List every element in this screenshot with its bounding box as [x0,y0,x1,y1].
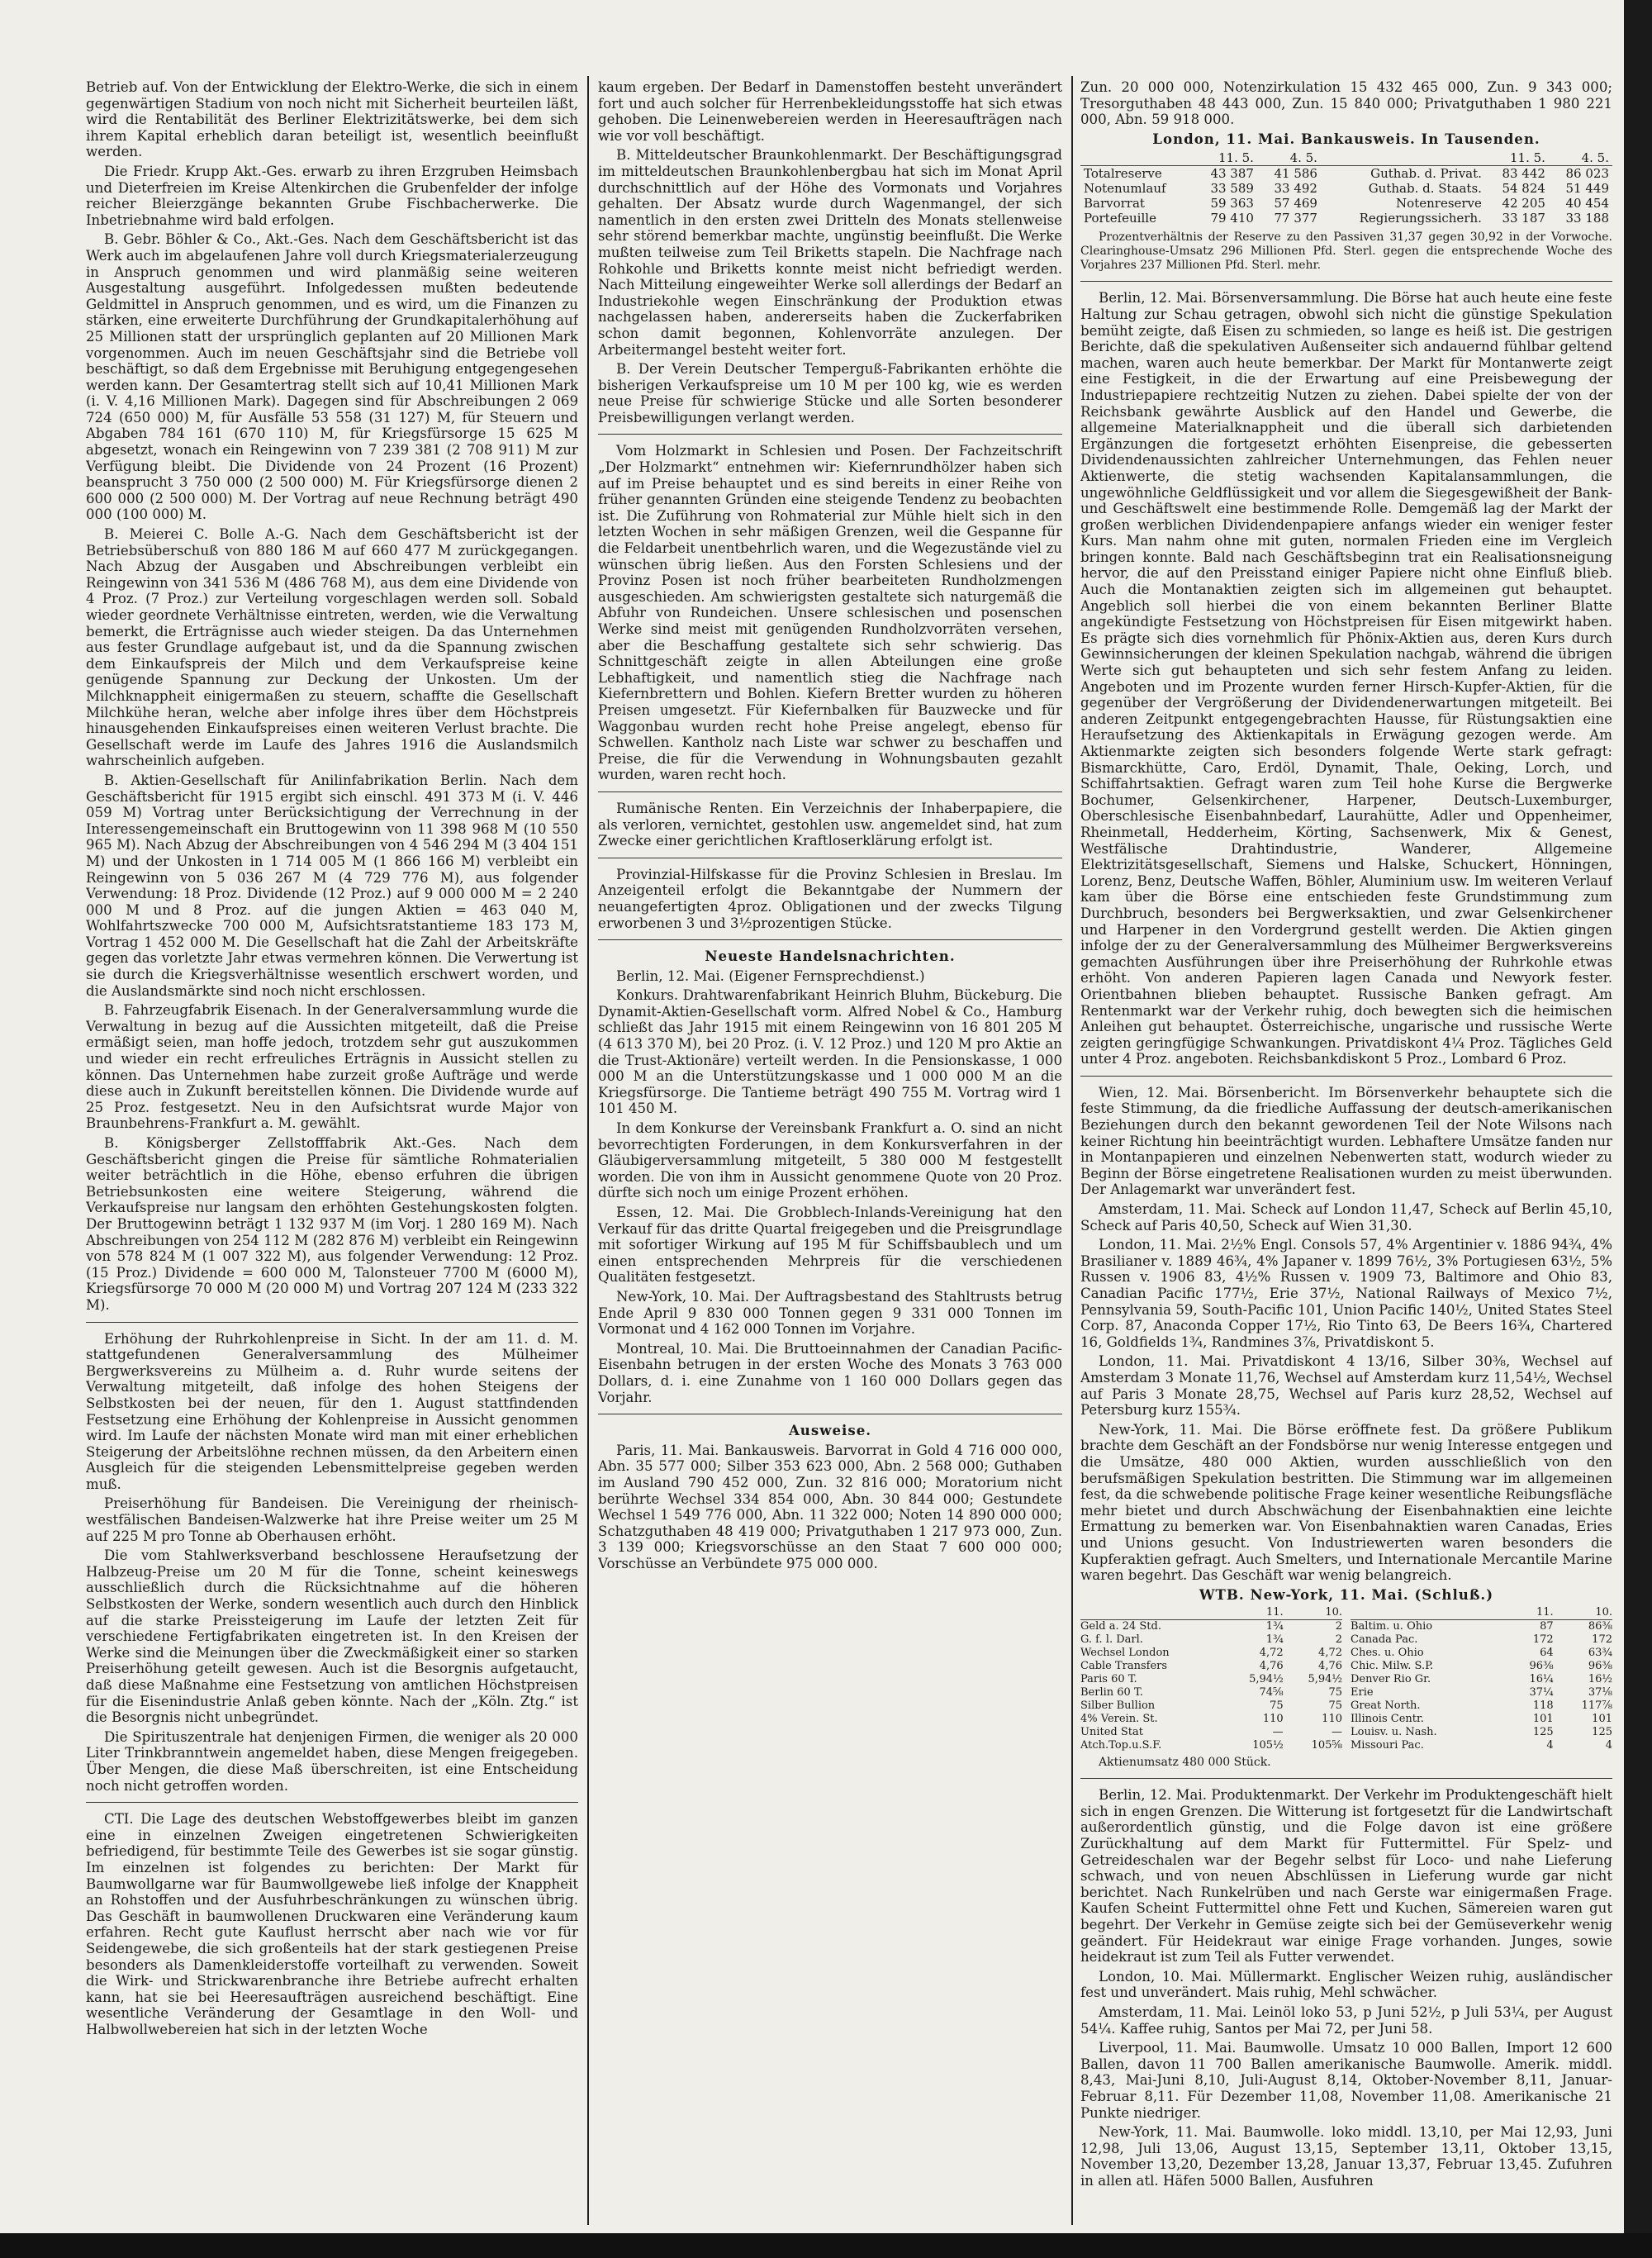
article-webstoffgewerbe: CTI. Die Lage des deutschen Webstoffgewerbes bleibt im ganzen eine in einzelnen Zweigen eingetretenen Schwierigkeiten befriedigend, für bestimmte Teile des Gewerbes ist sie sogar günstig. Im einzelnen ist folgendes zu berichten: Der Markt für Baumwollgarne war für Baumwollgewebe ließ infolge der Knappheit an Rohstoffen und der Ausfuhrbeschränkungen zu wünschen übrig. Das Geschäft in baumwollenen Druckwaren eine Veränderung kaum erfahren. Recht gute Kauflust herrscht aber nach wie vor für Seidengewebe, die sich großenteils hat der stark gestiegenen Preise besonders als Damenkleiderstoffe vorteilhaft zu verwenden. Soweit die Wirk- und Strickwarenbranche ihre Betriebe aufrecht erhalten kann, hat sie bei Heeresaufträgen ausreichend beschäftigt. Eine wesentliche Veränderung der Gesamtlage in den Woll- und Halbwollwebereien hat sich in der letzten Woche [86,1811,578,2037]
nyse-cell: 4% Verein. St. [1080,1713,1158,1726]
table-cell: 57 469 [1274,196,1317,212]
nyse-row [1351,1673,1612,1686]
nyse-row [1351,1633,1612,1647]
table-cell: Guthab. d. Staats. [1368,181,1482,197]
table-cell: 43 387 [1210,166,1254,182]
nyse-cell: 101 [1532,1713,1554,1726]
nyse-cell: Berlin 60 T. [1080,1686,1143,1699]
nyse-row [1351,1620,1612,1633]
table-cell: Regierungssicherh. [1359,211,1482,226]
nyse-cell: Silber Bullion [1080,1699,1156,1713]
table-header-cell: 4. 5. [1549,150,1612,166]
nyse-cell: 1¾ [1265,1620,1284,1633]
nyse-cell: 86⅜ [1588,1620,1612,1633]
nyse-header-cell: 11. [1265,1606,1284,1619]
nyse-row [1351,1647,1612,1660]
article-damenstoffe: kaum ergeben. Der Bedarf in Damenstoffen besteht unverändert fort und auch solcher für Herrenbekleidungsstoffe hat sich etwas gehoben. Die Leinenwebereien werden in Heeresaufträgen nach wie vor voll beschäftigt. [598,79,1062,144]
nyse-row [1080,1739,1342,1752]
nyse-cell: Geld a. 24 Std. [1080,1620,1161,1633]
nyse-cell: Ches. u. Ohio [1351,1647,1424,1660]
article-stahlwerksverband: Die vom Stahlwerksverband beschlossene Heraufsetzung der Halbzeug-Preise um 20 M für die Tonne, scheint keineswegs ausschließlich durch die Rücksichtnahme auf die höheren Selbstkosten der Werke, sondern wesentlich auch durch den Hinblick auf die starke Preissteigerung im Laufe der letzten Zeit für verschiedene Fertigfabrikaten eingetreten ist. In den Kreisen der Werke sind die Meinungen über die Zweckmäßigkeit einer so starken Preiserhöhung geteilt gewesen. Auch ist die Besorgnis aufgetaucht, daß diese Maßnahme eine Festsetzung von amtlichen Höchstpreisen für die Eisenindustrie Anlaß geben könnte. Nach der „Köln. Ztg.“ ist die Besorgnis nicht unbegründet. [86,1547,578,1726]
nyse-cell: 5,94½ [1308,1673,1342,1686]
nyse-row [1080,1633,1342,1647]
table-cell: 51 449 [1565,181,1609,197]
nyse-table-left [1080,1606,1342,1752]
table-cell: 33 187 [1502,211,1545,226]
table-cell: 54 824 [1502,181,1545,197]
article-holzmarkt: Vom Holzmarkt in Schlesien und Posen. Der Fachzeitschrift „Der Holzmarkt“ entnehmen wir: Kiefernrundhölzer haben sich auf im Preise behauptet und es sind bereits in einer Reihe von früher genannten Gründen eine steigende Tendenz zu beobachten ist. Die Zuführung von Rohmaterial zur Mühle hielt sich in den letzten Wochen in sehr mäßigen Grenzen, weil die Gespanne für die Feldarbeit unentbehrlich waren, und die Wegezustände viel zu wünschen übrig ließen. Aus den Forsten Schlesiens und der Provinz Posen ist noch früher bearbeiteten Rundholzmengen ausgeschieden. Am schwierigsten gestaltete sich naturgemäß die Abfuhr von Rundeichen. Unsere schlesischen und posenschen Werke sind meist mit genügenden Rundholzvorräten versehen, aber die Beschaffung gestaltete sich sehr schwierig. Das Schnittgeschäft zeigte in allen Abteilungen eine große Lebhaftigkeit, und namentlich stieg die Nachfrage nach Kiefernbrettern und Bohlen. Kiefern Bretter wurden zu höheren Preisen umgesetzt. Für Kiefernbalken für Bauzwecke und für Waggonbau wurden recht hohe Preise angelegt, ebenso für Schwellen. Kantholz nach Liste war schwer zu beschaffen und Preise, die für die Verwendung in Wohnungsbauten gezahlt wurden, waren recht hoch. [598,443,1062,783]
article-grobblech: Essen, 12. Mai. Die Grobblech-Inlands-Vereinigung hat den Verkauf für das dritte Quartal freigegeben und die Preisgrundlage mit sofortiger Wirkung auf 195 M für Schiffsbaublech und um einen entsprechenden Mehrpreis für die verschiedenen Qualitäten festgesetzt. [598,1205,1062,1286]
separator [1080,281,1612,282]
nyse-row [1080,1620,1342,1633]
nyse-cell: 16¼ [1529,1673,1554,1686]
article-wien-boersenbericht: Wien, 12. Mai. Börsenbericht. Im Börsenverkehr behauptete sich die feste Stimmung, da die friedliche Auffassung der deutsch-amerikanischen Beziehungen durch den bekannt gewordenen Teil der Note Wilsons nach keiner Richtung hin beeinträchtigt wurden. Lebhaftere Umsätze fanden nur in Montanpapieren und einzelnen Nebenwerten statt, wodurch wieder zu Beginn der Börse eingetretene Realisationen wurden zu meist überwunden. Der Anlagemarkt war unverändert fest. [1080,1084,1612,1198]
article-notenzirkulation: Zun. 20 000 000, Notenzirkulation 15 432 465 000, Zun. 9 343 000; Tresorguthaben 48 443 000, Zun. 15 840 000; Privatguthaben 1 980 221 000, Abn. 59 918 000. [1080,79,1612,128]
nyse-cell: 4,72 [1318,1647,1342,1660]
nyse-cell: 4 [1605,1739,1612,1752]
nyse-row [1351,1713,1612,1726]
nyse-header-row [1080,1606,1342,1620]
column-rule-1 [587,76,589,2225]
nyse-cell: 117⅞ [1581,1699,1612,1713]
article-london-kurse: London, 11. Mai. 2½% Engl. Consols 57, 4% Argentinier v. 1886 94¾, 4% Brasilianer v. 1889 46¾, 4% Japaner v. 1899 76½, 3% Portugiesen 63½, 5% Russen v. 1906 83, 4½% Russen v. 1909 73, Baltimore and Ohio 83, Canadian Pacific 177½, Erie 37½, National Railways of Mexico 7½, Pennsylvania 59, South-Pacific 101, Union Pacific 140½, United States Steel Corp. 87, Anaconda Copper 17½, Rio Tinto 63, De Beers 16¾, Chartered 16, Goldfields 1¾, Randmines 3⅞, Privatdiskont 5. [1080,1237,1612,1350]
article-stahltrust: New-York, 10. Mai. Der Auftragsbestand des Stahltrusts betrug Ende April 9 830 000 Tonnen gegen 9 331 000 Tonnen im Vormonat und 4 162 000 Tonnen im Vorjahre. [598,1288,1062,1338]
nyse-table [1080,1606,1612,1752]
separator [1080,1778,1612,1779]
table-cell: 77 377 [1274,211,1317,226]
dateline-berlin: Berlin, 12. Mai. (Eigener Fernsprechdienst.) [616,967,925,984]
nyse-cell: 4,72 [1259,1647,1284,1660]
table-cell: 79 410 [1210,211,1254,226]
nyse-row [1080,1673,1342,1686]
nyse-cell: 75 [1270,1699,1284,1713]
table-cell: Notenumlauf [1084,181,1166,197]
nyse-cell: G. f. l. Darl. [1080,1633,1143,1647]
nyse-cell: Baltim. u. Ohio [1351,1620,1433,1633]
nyse-header-cell [1351,1606,1494,1619]
article-krupp: Die Friedr. Krupp Akt.-Ges. erwarb zu ihren Erzgruben Heimsbach und Dieterfreien im Kreise Altenkirchen die Grubenfelder der infolge reicher Bleierzgänge bekannten Grube Fischbacherwerke. Die Inbetriebnahme wird bald erfolgen. [86,163,578,228]
nyse-cell: 37⅛ [1588,1686,1612,1699]
separator [1080,1076,1612,1077]
nyse-cell: 172 [1532,1633,1554,1647]
nyse-cell: 2 [1335,1633,1342,1647]
nyse-cell: Wechsel London [1080,1647,1170,1660]
article-anilinfabrikation: B. Aktien-Gesellschaft für Anilinfabrikation Berlin. Nach dem Geschäftsbericht für 1915 ergibt sich einschl. 491 373 M (i. V. 446 059 M) Vortrag unter Berücksichtigung der Verrechnung in der Interessengemeinschaft ein Bruttogewinn von 11 398 968 M (10 550 965 M). Nach Abzug der Abschreibungen von 4 546 294 M (3 404 151 M) und der Unkosten in 1 714 005 M (1 866 166 M) verbleibt ein Reingewinn von 5 036 267 M (4 729 776 M), aus folgender Verwendung: 18 Proz. Dividende (12 Proz.) auf 9 000 000 M = 2 240 000 M und 8 Proz. auf die jungen Aktien = 463 040 M, Wohlfahrtszwecke 700 000 M, Aufsichtsratstantieme 183 173 M, Vortrag 1 452 000 M. Die Gesellschaft hat die Zahl der Arbeitskräfte gegen das vorletzte Jahr etwas vermehren können. Die Verwertung ist sie durch die Kriegsverhältnisse wesentlich erschwert worden, und die Auslandsmärkte sind noch nicht erschlossen. [86,772,578,999]
table-row [1080,211,1612,226]
nyse-cell: Denver Rio Gr. [1351,1673,1431,1686]
article-new-york-baumwolle: New-York, 11. Mai. Baumwolle. loko middl. 13,10, per Mai 12,93, Juni 12,98, Juli 13,06, August 13,15, September 13,11, Oktober 13,15, November 13,20, Dezember 13,28, Januar 13,37, Februar 13,45. Zufuhren in allen atl. Häfen 5000 Ballen, Ausfuhren [1080,2124,1612,2189]
nyse-table-right [1351,1606,1612,1752]
table-header-cell: 11. 5. [1194,150,1257,166]
nyse-cell: 110 [1322,1713,1342,1726]
nyse-cell: Illinois Centr. [1351,1713,1424,1726]
table-cell: Totalreserve [1084,166,1162,182]
nyse-header-row [1351,1606,1612,1620]
nyse-cell: Chic. Milw. S.P. [1351,1660,1434,1673]
article-konkurs-dynamit: Konkurs. Drahtwarenfabrikant Heinrich Bluhm, Bückeburg. Die Dynamit-Aktien-Gesellschaft vorm. Alfred Nobel & Co., Hamburg schließt das Jahr 1915 mit einem Reingewinn von 16 801 205 M (4 613 370 M), bei 20 Proz. (i. V. 12 Proz.) und 120 M pro Aktie an die Trust-Aktionäre) verteilt werden. In die Pensionskasse, 1 000 000 M an die Unterstützungskasse und 1 000 000 M an die Kriegsfürsorge. Die Tantieme beträgt 490 755 M. Vortrag wird 1 101 450 M. [598,987,1062,1117]
table-cell: 59 363 [1210,196,1254,212]
nyse-row [1080,1647,1342,1660]
nyse-cell: 118 [1532,1699,1554,1713]
nyse-cell: 16½ [1588,1673,1612,1686]
nyse-row [1080,1713,1342,1726]
separator [598,939,1062,940]
nyse-cell: 87 [1540,1620,1554,1633]
nyse-cell: 5,94½ [1249,1673,1284,1686]
table-header-cell [1080,150,1194,166]
nyse-cell: 125 [1592,1726,1612,1739]
article-braunkohlenmarkt: B. Mitteldeutscher Braunkohlenmarkt. Der Beschäftigungsgrad im mitteldeutschen Braunkohlenbergbau hat sich im Monat April durchschnittlich auf der Höhe des Vormonats und Vorjahres gehalten. Der Absatz wurde durch Wagenmangel, der sich namentlich in den ersten zwei Dritteln des Monats stellenweise sehr störend bemerkbar machte, ungünstig beeinflußt. Die Werke mußten teilweise zum Teil Briketts stapeln. Die Nachfrage nach Rohkohle und Briketts konnte meist nicht befriedigt werden. Nach Mitteilung eingeweihter Werke soll allerdings der Bedarf an Industriekohle wegen Einschränkung der Produktion etwas nachgelassen haben, andererseits haben die Zuckerfabriken schon damit begonnen, Kohlenvorräte anzulegen. Der Arbeitermangel besteht weiter fort. [598,147,1062,358]
article-spirituszentrale: Die Spirituszentrale hat denjenigen Firmen, die weniger als 20 000 Liter Trinkbranntwein angemeldet haben, diese Mengen freigegeben. Über Mengen, die diese Maß überschreiten, ist eine Entscheidung noch nicht getroffen worden. [86,1728,578,1794]
nyse-cell: Canada Pac. [1351,1633,1418,1647]
nyse-cell: United Stat [1080,1726,1143,1739]
article-bandeisen: Preiserhöhung für Bandeisen. Die Vereinigung der rheinisch-westfälischen Bandeisen-Walzwerke hat ihre Preise weiter um 25 M auf 225 M pro Tonne ab Oberhausen erhöht. [86,1495,578,1544]
nyse-cell: 110 [1262,1713,1284,1726]
london-bank-table [1080,150,1612,226]
nyse-cell: 125 [1532,1726,1554,1739]
nyse-cell: 75 [1328,1686,1342,1699]
scan-edge-bottom [0,2233,1652,2258]
table-cell: 33 589 [1210,181,1254,197]
table-row [1080,196,1612,211]
nyse-cell: Louisv. u. Nash. [1351,1726,1437,1739]
separator [598,791,1062,792]
table-cell: Barvorrat [1084,196,1145,212]
separator [598,434,1062,435]
nyse-row [1351,1699,1612,1713]
table-row [1080,181,1612,196]
table-cell: Portefeuille [1084,211,1156,226]
column-rule-2 [1071,76,1073,2225]
nyse-cell: 4 [1546,1739,1554,1752]
nyse-row [1351,1726,1612,1739]
article-boersenversammlung: Berlin, 12. Mai. Börsenversammlung. Die Börse hat auch heute eine feste Haltung zur Schau getragen, obwohl sich nicht die günstige Spekulation bemüht zeigte, daß Eisen zu schmieden, so lange es heiß ist. Die gestrigen Berichte, daß die spekulativen Außenseiter sich andauernd fühlbar geltend machen, waren auch heute bemerkbar. Der Markt für Montanwerte zeigt eine Festigkeit, in die der Erwartung auf eine Preisbewegung der Industriepapiere rechtzeitig Nutzen zu ziehen. Dabei spielte der von der Reichsbank gewährte Ausblick auf den Handel und Gewerbe, die allgemeine Materialknappheit und die überall sich darbietenden Ergänzungen die fortgesetzt erhöhten Eisenpreise, die gebesserten Dividendenaussichten zahlreicher Unternehmungen, das Fehlen neuer Aktienwerte, die stetig wachsenden Kapitalansammlungen, die ungewöhnliche Geldflüssigkeit und vor allem die Siegesgewißheit der Bank- und Geschäftswelt eine bestimmende Rolle. Demgemäß lag der Markt der großen werblichen Dividendenpapiere anfangs wieder ein weniger fester Kurs. Man nahm ohne mit guten, normalen Frieden eine im Vergleich bringen konnte. Bald nach Geschäftsbeginn trat ein Realisationsneigung hervor, die auf den Preisstand einiger Papiere nicht ohne Einfluß blieb. Auch die Montanaktien zeigten sich im allgemeinen gut behauptet. Angeblich soll hierbei die von einem bekannten Berliner Blatte angekündigte Festsetzung von Höchstpreisen für Eisen mitgewirkt haben. Es prägte sich dies vornehmlich für Phönix-Aktien aus, deren Kurs durch Gewinnsicherungen der kleinen Spekulation nachgab, während die übrigen Werte sich gut behaupteten und sich sehr festem Anfang zu leiden. Angeboten und im Prozente wurden ferner Hirsch-Kupfer-Aktien, für die gegenüber der Vergrößerung der Dividendenerwartungen mitgeteilt. Bei anderen Zeitpunkt entgegengebrachten Hausse, für Rüstungsaktien eine Heraufsetzung des Aktienkapitals in Erwägung gezogen werde. Am Aktienmarkte zeigten sich besonders folgende Werte stark gefragt: Bismarckhütte, Caro, Erdöl, Dynamit, Thale, Oeking, Lorch, und Schiffahrtsaktien. Gefragt waren zum Teil hohe Kurse die Bergwerke Bochumer, Gelsenkirchener, Harpener, Deutsch-Luxemburger, Oberschlesische Eisenbahnbedarf, Laurahütte, Adler und Oppenheimer, Rheinmetall, Hedderheim, Körting, Sachsenwerk, Mix & Genest, Westfälische Drahtindustrie, Wanderer, Allgemeine Elektrizitätsgesellschaft, Siemens und Halske, Schuckert, Hönningen, Lorenz, Benz, Deutsche Waffen, Böhler, Aluminium usw. Im weiteren Verlauf kam über die Börse eine entschieden feste Grundstimmung zum Durchbruch, besonders bei Bergwerksaktien, und zwar Gelsenkirchener und Harpener in den Vordergrund gestellt werden. Die Aktien gingen infolge der zu der Generalversammlung des Mülheimer Bergwerksvereins gemachten Ausführungen über ihre Preiserhöhung der Ruhrkohle etwas erhöht. Von anderen Papieren lagen Canada und Newyork fester. Orientbahnen blieben behauptet. Russische Banken gefragt. Am Rentenmarkt war der Verkehr ruhig, doch bewegten sich die heimischen Anleihen gut behauptet. Österreichische, ungarische und russische Werte zeigten geringfügige Schwankungen. Privatdiskont 4¼ Proz. Tägliches Geld unter 4 Proz. angeboten. Reichsbankdiskont 5 Proz., Lombard 6 Proz. [1080,290,1612,1067]
nyse-cell: 2 [1335,1620,1342,1633]
nyse-row [1080,1686,1342,1699]
article-elektro-werke: Betrieb auf. Von der Entwicklung der Elektro-Werke, die sich in einem gegenwärtigen Stadium von noch nicht mit Sicherheit beurteilen läßt, wird die Rentabilität des Berliner Elektrizitätswerke, bei dem sich ihrem Kapital erheblich daran beteiligt ist, wesentlich beeinflußt werden. [86,79,578,160]
nyse-row [1351,1660,1612,1673]
table-row [1080,166,1612,182]
table-cell: 42 205 [1502,196,1545,212]
nyse-cell: 63¾ [1588,1647,1612,1660]
table-cell: Guthab. d. Privat. [1370,166,1482,182]
article-paris-bankausweis: Paris, 11. Mai. Bankausweis. Barvorrat in Gold 4 716 000 000, Abn. 35 577 000; Silber 353 623 000, Abn. 2 568 000; Guthaben im Ausland 790 452 000, Zun. 32 816 000; Moratorium nicht berührte Wechsel 334 854 000, Abn. 30 844 000; Gestundete Wechsel 1 549 776 000, Abn. 11 322 000; Noten 14 890 000 000; Schatzguthaben 48 419 000; Privatguthaben 1 217 973 000, Zun. 3 139 000; Kriegsvorschüsse an den Staat 7 600 000 000; Vorschüsse an Verbündete 975 000 000. [598,1442,1062,1571]
nyse-row [1080,1660,1342,1673]
nyse-cell: 96⅜ [1588,1660,1612,1673]
article-ruhrkohlenpreise: Erhöhung der Ruhrkohlenpreise in Sicht. In der am 11. d. M. stattgefundenen Generalversammlung des Mülheimer Bergwerksvereins zu Mülheim a. d. Ruhr wurde seitens der Verwaltung mitgeteilt, daß infolge des hohen Steigens der Selbstkosten bei der neuen, für den 1. August stattfindenden Festsetzung eine Erhöhung der Kohlenpreise in Aussicht genommen wird. Im Laufe der nächsten Monate wird man mit einer erheblichen Steigerung der Arbeitslöhne rechnen müssen, da den Arbeitern einen Ausgleich für die steigenden Lebensmittelpreise gegeben werden muß. [86,1330,578,1492]
nyse-cell: 4,76 [1318,1660,1342,1673]
table-header-row [1080,150,1612,166]
separator [86,1322,578,1323]
article-bolle: B. Meierei C. Bolle A.-G. Nach dem Geschäftsbericht ist der Betriebsüberschuß von 880 186 M auf 660 477 M zurückgegangen. Nach Abzug der Ausgaben und Abschreibungen verbleibt ein Reingewinn von 341 536 M (486 768 M), aus dem eine Dividende von 4 Proz. (7 Proz.) zur Verteilung vorgeschlagen werden soll. Sobald wieder geordnete Verhältnisse eintreten, werden, wie die Verwaltung bemerkt, die Erträgnisse auch wieder steigen. Da das Unternehmen aus fester Grundlage aufgebaut ist, und da die Spannung zwischen dem Einkaufspreis der Milch und dem Verkaufspreise keine genügende Spannung zur Deckung der Unkosten. Um der Milchknappheit einigermaßen zu steuern, schaffte die Gesellschaft Milchkühe heran, welche aber infolge ihres über dem Höchstpreis hinausgehenden Einkaufspreises einen weiteren Verlust brachte. Die Gesellschaft werde im Laufe des Jahres 1916 die Auslandsmilch wahrscheinlich aufgeben. [86,526,578,769]
nyse-cell: Missouri Pac. [1351,1739,1424,1752]
article-new-york-boerse: New-York, 11. Mai. Die Börse eröffnete fest. Da größere Publikum brachte dem Geschäft an der Fondsbörse nur wenig Interesse entgegen und die Umsätze, 480 000 Aktien, wurden ausschließlich von den berufsmäßigen Spekulation bestritten. Die Stimmung war im allgemeinen fest, da die schwebende politische Frage keiner wesentliche Reibungsfläche mehr bietet und durch Abschwächung der Eisenbahnaktien eine leichte Ermattung zu bemerken war. Von Eisenbahnaktien waren Canadas, Eries und Unions gesucht. Von Industriewerten waren besonders die Kupferaktien gefragt. Auch Smelters, und Internationale Mercantile Marine waren begehrt. Das Geschäft war wenig belangreich. [1080,1421,1612,1584]
article-boehler: B. Gebr. Böhler & Co., Akt.-Ges. Nach dem Geschäftsbericht ist das Werk auch im abgelaufenen Jahre voll durch Kriegsmaterialerzeugung in Anspruch genommen und wird planmäßig seine weiteren Ausgestaltung ausgeführt. Infolgedessen mußten bedeutende Geldmittel in Anspruch genommen, und es wird, um die Finanzen zu stärken, eine erweiterte Durchführung der Grundkapitalerhöhung auf 25 Millionen statt der ursprünglich geplanten auf 20 Millionen Mark vorgenommen. Auch im neuen Geschäftsjahr sind die Betriebe voll beschäftigt, so daß dem Ergebnisse mit Beruhigung entgegengesehen werden kann. Der Gesamtertrag stellt sich auf 10,41 Millionen Mark (i. V. 4,16 Millionen Mark). Dagegen sind für Abschreibungen 2 069 724 (650 000) M, für Ausfälle 53 558 (31 127) M, für Steuern und Abgaben 784 161 (670 110) M, für Kriegsfürsorge 15 625 M abgesetzt, wonach ein Reingewinn von 7 239 381 (2 708 911) M zur Verfügung bleibt. Die Dividende von 24 Prozent (16 Prozent) beansprucht 3 750 000 (2 500 000) M. Für Kriegsfürsorge dienen 2 600 000 (2 500 000) M. Der Vortrag auf neue Rechnung beträgt 490 000 (100 000) M. [86,231,578,523]
nyse-cell: Erie [1351,1686,1374,1699]
nyse-header-cell [1080,1606,1224,1619]
article-rumaenische-renten: Rumänische Renten. Ein Verzeichnis der Inhaberpapiere, die als verloren, vernichtet, gestohlen usw. angemeldet sind, hat zum Zwecke einer gerichtlichen Kraftloserklärung erfolgt ist. [598,800,1062,849]
nyse-header-cell: 10. [1325,1606,1342,1619]
nyse-cell: 105½ [1252,1739,1284,1752]
table-cell: 83 442 [1502,166,1545,182]
nyse-row [1080,1699,1342,1713]
table-cell: Notenreserve [1396,196,1482,212]
article-london-muellermarkt: London, 10. Mai. Müllermarkt. Englischer Weizen ruhig, ausländischer fest und unverändert. Mais ruhig, Mehl schwächer. [1080,1968,1612,2001]
nyse-header-cell: 11. [1536,1606,1554,1619]
scan-edge-right [1624,0,1652,2258]
nyse-cell: 4,76 [1259,1660,1284,1673]
article-temperguss: B. Der Verein Deutscher Temperguß-Fabrikanten erhöhte die bisherigen Verkaufspreise um 10 M per 100 kg, wie es werden neue Preise für schwierige Stücke und alle Sorten besonderer Preisbewilligungen verlangt werden. [598,361,1062,425]
column-3 [1080,79,1612,2222]
article-provinzial-hilfskasse: Provinzial-Hilfskasse für die Provinz Schlesien in Breslau. Im Anzeigenteil erfolgt die Bekanntgabe der Nummern der neuangefertigten 4proz. Obligationen und der zwecks Tilgung erworbenen 3 und 3½prozentigen Stücke. [598,866,1062,931]
article-liverpool-baumwolle: Liverpool, 11. Mai. Baumwolle. Umsatz 10 000 Ballen, Import 12 600 Ballen, davon 11 700 Ballen amerikanische Baumwolle. Amerik. middl. 8,43, Mai-Juni 8,10, Juli-August 8,14, Oktober-November 8,11, Januar-Februar 8,11. Für Dezember 11,08, November 11,08. Amerikanische 21 Punkte niedriger. [1080,2040,1612,2121]
column-2 [598,79,1062,2222]
article-produktenmarkt: Berlin, 12. Mai. Produktenmarkt. Der Verkehr im Produktengeschäft hielt sich in engen Grenzen. Die Witterung ist fortgesetzt für die Landwirtschaft außerordentlich günstig, und die Folge davon ist eine größere Zurückhaltung auf dem Markt für Futtermittel. Für Spelz- und Getreideschalen war der Begehr selbst für Loco- und nahe Lieferung schwach, und von neuen Abschlüssen in Lieferung wurde gar nicht berichtet. Nach Runkelrüben und nach Gerste war einigermaßen Frage. Kaufen Scheint Futtermittel ohne Fett und Kuchen, Sämereien waren gut begehrt. Der Verkehr in Gemüse zeigte sich bei der Gemüseverkehr wenig geändert. Für Heidekraut war einige Frage vorhanden. Junges, sowie heidekraut ist zum Teil als Futter verwendet. [1080,1787,1612,1966]
nyse-cell: Great North. [1351,1699,1421,1713]
article-canadian-pacific: Montreal, 10. Mai. Die Bruttoeinnahmen der Canadian Pacific-Eisenbahn betrugen in der ersten Woche des Monats 3 763 000 Dollars, d. i. eine Zunahme von 1 160 000 Dollars gegen das Vorjahr. [598,1340,1062,1405]
nyse-cell: — [1272,1726,1284,1739]
nyse-cell: 105⅝ [1311,1739,1342,1752]
table-cell: 41 586 [1274,166,1317,182]
nyse-cell: 172 [1592,1633,1612,1647]
table-header-cell: 11. 5. [1485,150,1549,166]
article-london-wechsel: London, 11. Mai. Privatdiskont 4 13/16, Silber 30⅜, Wechsel auf Amsterdam 3 Monate 11,76, Wechsel auf Amsterdam kurz 11,54½, Wechsel auf Paris 3 Monate 28,75, Wechsel auf Paris kurz 28,52, Wechsel auf Petersburg kurz 155¾. [1080,1353,1612,1419]
table-cell: 40 454 [1565,196,1609,212]
section-heading-news: Neueste Handelsnachrichten. [705,948,956,965]
nyse-cell: Atch.Top.u.S.F. [1080,1739,1162,1752]
article-koenigsberger-zellstoff: B. Königsberger Zellstofffabrik Akt.-Ges. Nach dem Geschäftsbericht gingen die Preise für sämtliche Rohmaterialien weiter beträchtlich in die Höhe, ebenso erfuhren die übrigen Betriebsunkosten eine weitere Steigerung, während die Verkaufspreise nur langsam den erhöhten Gestehungskosten folgten. Der Bruttogewinn beträgt 1 132 937 M (im Vorj. 1 280 169 M). Nach Abschreibungen von 254 112 M (282 876 M) verbleibt ein Reingewinn von 578 824 M (1 007 322 M), aus folgender Verwendung: 12 Proz. (15 Proz.) Dividende = 600 000 M, Talonsteuer 7700 M (6000 M), Kriegsfürsorge 70 000 M (20 000 M) und Vortrag 207 124 M (233 322 M). [86,1135,578,1313]
separator [86,1802,578,1803]
nyse-cell: Cable Transfers [1080,1660,1168,1673]
nyse-cell: 1¾ [1265,1633,1284,1647]
nyse-header-cell: 10. [1595,1606,1612,1619]
london-bank-footnote: Prozentverhältnis der Reserve zu den Passiven 31,37 gegen 30,92 in der Vorwoche. Clearinghouse-Umsatz 296 Millionen Pfd. Sterl. gegen die entsprechende Woche des Vorjahres 237 Millionen Pfd. Sterl. mehr. [1080,231,1612,273]
nyse-cell: 96⅜ [1529,1660,1554,1673]
table-cell: 86 023 [1565,166,1609,182]
table-cell: 33 188 [1565,211,1609,226]
table-header-cell: 4. 5. [1257,150,1321,166]
article-fahrzeugfabrik-eisenach: B. Fahrzeugfabrik Eisenach. In der Generalversammlung wurde die Verwaltung in bezug auf die Aussichten mitgeteilt, daß die Preise ermäßigt seien, man hoffe jedoch, trotzdem sehr gut auszukommen und wieder ein recht erfreuliches Erträgnis in Aussicht stellen zu können. Das Unternehmen habe zurzeit große Aufträge und werde diese auch in Zukunft bereitstellen können. Die Dividende wurde auf 25 Proz. festgesetzt. Neu in den Aufsichtsrat wurde Major von Braunbehrens-Frankfurt a. M. gewählt. [86,1002,578,1132]
column-1 [86,79,578,2222]
nyse-footnote: Aktienumsatz 480 000 Stück. [1099,1756,1271,1770]
table-header-cell [1321,150,1485,166]
nyse-cell: 75 [1328,1699,1342,1713]
table-cell: 33 492 [1274,181,1317,197]
nyse-row [1351,1686,1612,1699]
nyse-cell: 37¼ [1529,1686,1554,1699]
nyse-cell: 101 [1592,1713,1612,1726]
london-bank-heading: London, 11. Mai. Bankausweis. In Tausenden. [1152,130,1540,147]
article-amsterdam: Amsterdam, 11. Mai. Scheck auf London 11,47, Scheck auf Berlin 45,10, Scheck auf Paris 40,50, Scheck auf Wien 31,30. [1080,1201,1612,1234]
article-vereinsbank-frankfurt: In dem Konkurse der Vereinsbank Frankfurt a. O. sind an nicht bevorrechtigten Forderungen, in dem Konkursverfahren in der Gläubigerversammlung mitgeteilt, 5 380 000 M festgestellt worden. Die von ihm in Aussicht genommene Quote von 20 Proz. dürfte sich noch um einige Prozent erhöhen. [598,1120,1062,1201]
section-heading-ausweise: Ausweise. [788,1422,872,1439]
article-amsterdam-leinoel: Amsterdam, 11. Mai. Leinöl loko 53, p Juni 52½, p Juli 53¼, per August 54¼. Kaffee ruhig, Santos per Mai 72, per Juni 58. [1080,2004,1612,2037]
nyse-cell: — [1332,1726,1342,1739]
nyse-cell: 64 [1540,1647,1554,1660]
nyse-cell: 74⅝ [1259,1686,1284,1699]
nyse-cell: Paris 60 T. [1080,1673,1137,1686]
nyse-row [1351,1739,1612,1752]
nyse-row [1080,1726,1342,1739]
nyse-heading: WTB. New-York, 11. Mai. (Schluß.) [1199,1585,1494,1603]
